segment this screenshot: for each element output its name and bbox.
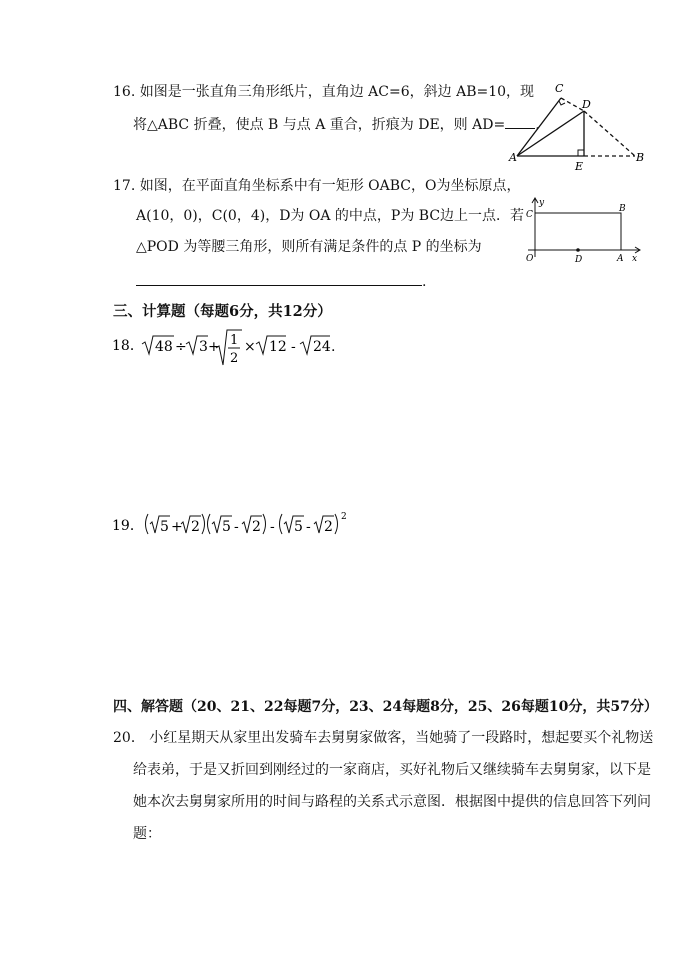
q17-label-c: C <box>526 210 533 220</box>
q17-line4: . <box>136 270 426 291</box>
q16-line2: 将△ABC 折叠，使点 B 与点 A 重合，折痕为 DE，则 AD= . <box>133 117 540 133</box>
q17-label-b: B <box>619 204 626 214</box>
svg-text:-: - <box>306 519 311 535</box>
q20-text-line2: 给表弟，于是又折回到刚经过的一家商店，买好礼物后又继续骑车去舅舅家，以下是 <box>133 762 651 778</box>
svg-text:-: - <box>270 519 275 535</box>
q17-text-line1: 如图，在平面直角坐标系中有一矩形 OABC，O为坐标原点， <box>139 178 521 194</box>
q19-number: 19． <box>112 518 144 534</box>
q16-text-line1: 如图是一张直角三角形纸片，直角边 AC=6，斜边 AB=10，现 <box>139 84 535 100</box>
svg-text:2: 2 <box>191 519 200 535</box>
q16-label-d: D <box>582 98 591 111</box>
svg-text:×: × <box>244 339 256 355</box>
q16-label-a: A <box>509 151 517 164</box>
svg-text:2: 2 <box>230 351 239 366</box>
svg-text:+: + <box>208 339 220 355</box>
svg-text:24: 24 <box>313 339 331 355</box>
svg-text:.: . <box>331 339 336 355</box>
q18-number: 18． <box>112 338 144 354</box>
svg-text:48: 48 <box>155 339 173 355</box>
svg-text:12: 12 <box>269 339 287 355</box>
q16-line1 <box>113 83 534 101</box>
q17-label-d: D <box>575 255 583 265</box>
q17-line2 <box>136 207 524 225</box>
svg-text:5: 5 <box>222 519 231 535</box>
q20-number: 20． <box>113 730 145 746</box>
q17-number: 17. <box>113 178 136 194</box>
answer-blank <box>136 270 422 286</box>
q20-text-line3: 她本次去舅舅家所用的时间与路程的关系式示意图．根据图中提供的信息回答下列问 <box>133 794 651 810</box>
q20-text-line1: 小红星期天从家里出发骑车去舅舅家做客，当她骑了一段路时，想起要买个礼物送 <box>149 730 654 746</box>
svg-text:÷: ÷ <box>175 339 187 355</box>
svg-text:2: 2 <box>341 512 347 522</box>
q17-line1 <box>113 177 521 195</box>
q16-label-b: B <box>636 151 645 164</box>
q17-label-y: y <box>539 198 545 208</box>
svg-text:5: 5 <box>294 519 303 535</box>
svg-text:2: 2 <box>324 519 333 535</box>
q17-label-a: A <box>617 254 624 264</box>
svg-text:-: - <box>291 339 296 355</box>
q18-expression <box>112 328 352 368</box>
svg-text:3: 3 <box>199 339 208 355</box>
q17-label-o: O <box>526 254 534 264</box>
q16-number: 16. <box>113 84 136 100</box>
svg-text:+: + <box>171 519 183 535</box>
q20-line1 <box>113 729 653 747</box>
q16-label-e: E <box>575 160 584 173</box>
q20-text-line4: 题： <box>133 826 161 842</box>
q16-text-line2: 将△ABC 折叠，使点 B 与点 A 重合，折痕为 DE，则 AD= <box>133 117 506 133</box>
section-4-heading: 四、解答题（20、21、22每题7分，23、24每题8分，25、26每题10分，共57分） <box>113 699 658 715</box>
svg-text:5: 5 <box>160 519 169 535</box>
q16-label-c: C <box>555 82 564 95</box>
q17-text-line3: △POD 为等腰三角形，则所有满足条件的点 P 的坐标为 <box>136 239 482 255</box>
svg-text:2: 2 <box>252 519 261 535</box>
section-3-heading: 三、计算题（每题6分，共12分） <box>113 303 332 320</box>
svg-text:1: 1 <box>230 333 239 348</box>
q19-expression <box>112 508 352 540</box>
q17-figure <box>518 195 648 265</box>
q17-line3 <box>136 238 482 256</box>
q17-text-line2: A(10，0)，C(0，4)，D为 OA 的中点，P为 BC边上一点．若 <box>136 208 525 224</box>
svg-text:-: - <box>234 519 239 535</box>
q16-figure <box>505 78 653 173</box>
q17-label-x: x <box>632 254 638 264</box>
